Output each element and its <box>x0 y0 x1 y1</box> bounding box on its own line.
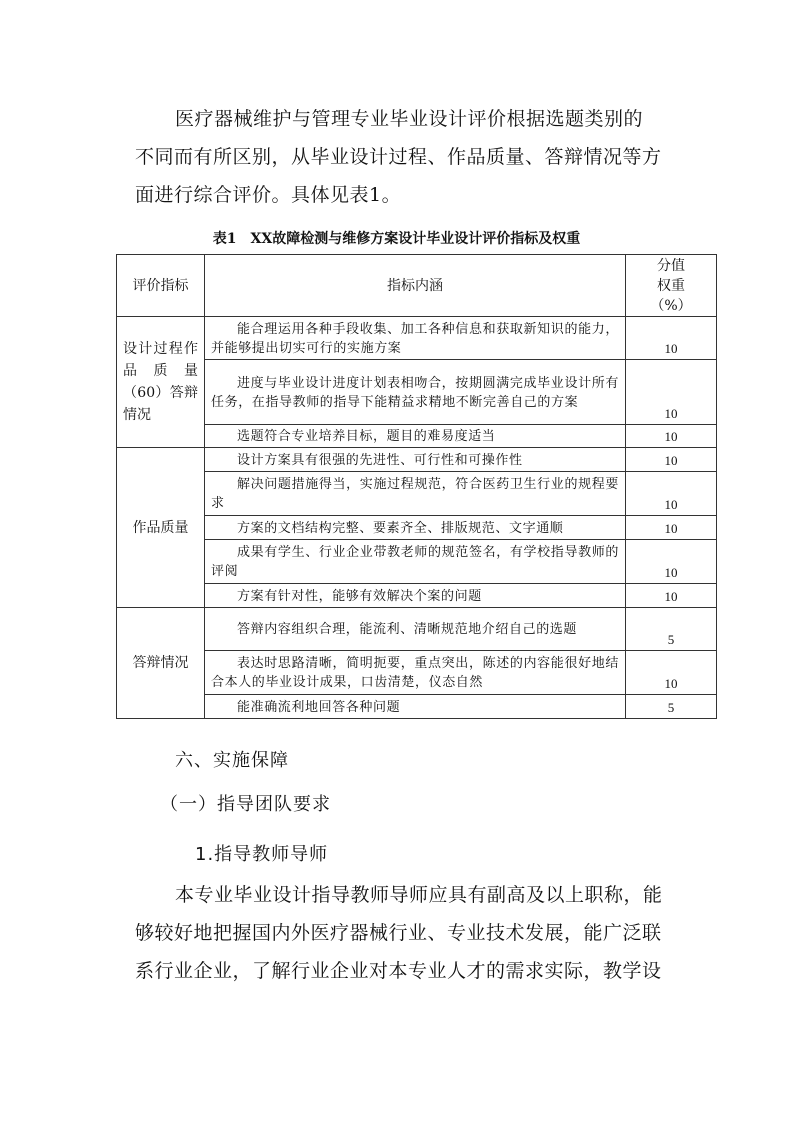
body-line-2: 够较好地把握国内外医疗器械行业、专业技术发展，能广泛联 <box>135 922 662 944</box>
row-content: 成果有学生、行业企业带教老师的规范签名，有学校指导教师的评阅 <box>205 540 626 584</box>
table-row <box>117 317 717 360</box>
row-content: 能合理运用各种手段收集、加工各种信息和获取新知识的能力，并能够提出切实可行的实施方案 <box>205 317 626 360</box>
row-content: 方案有针对性，能够有效解决个案的问题 <box>205 584 626 608</box>
header-indicator: 评价指标 <box>117 255 205 317</box>
row-content: 方案的文档结构完整、要素齐全、排版规范、文字通顺 <box>205 516 626 540</box>
table-row <box>117 651 717 695</box>
row-weight: 10 <box>626 448 717 472</box>
body-line-3: 系行业企业，了解行业企业对本专业人才的需求实际，教学设 <box>135 960 662 982</box>
header-weight-line-3: （%） <box>650 297 692 314</box>
category-cell-quality: 作品质量 <box>117 448 205 608</box>
table-row <box>117 472 717 516</box>
row-content: 答辩内容组织合理，能流利、清晰规范地介绍自己的选题 <box>205 608 626 651</box>
row-weight: 5 <box>626 695 717 719</box>
header-content: 指标内涵 <box>205 255 626 317</box>
row-content: 设计方案具有很强的先进性、可行性和可操作性 <box>205 448 626 472</box>
table-row <box>117 695 717 719</box>
table-title: 表1 XX故障检测与维修方案设计毕业设计评价指标及权重 <box>212 231 581 247</box>
table-row <box>117 584 717 608</box>
body-line-1: 本专业毕业设计指导教师导师应具有副高及以上职称，能 <box>175 884 663 906</box>
row-weight: 10 <box>626 516 717 540</box>
intro-line-3: 面进行综合评价。具体见表1。 <box>135 184 402 206</box>
table-header-row <box>117 255 717 317</box>
row-content: 表达时思路清晰，简明扼要，重点突出，陈述的内容能很好地结合本人的毕业设计成果，口齿清楚，仪态自然 <box>205 651 626 695</box>
row-weight: 10 <box>626 540 717 584</box>
row-weight: 10 <box>626 425 717 448</box>
table-row <box>117 360 717 425</box>
row-content: 选题符合专业培养目标，题目的难易度适当 <box>205 425 626 448</box>
section-heading-6: 六、实施保障 <box>175 750 289 771</box>
row-weight: 10 <box>626 472 717 516</box>
table-row <box>117 448 717 472</box>
intro-line-2: 不同而有所区别，从毕业设计过程、作品质量、答辩情况等方 <box>135 146 662 168</box>
table-row <box>117 516 717 540</box>
table-row <box>117 608 717 651</box>
subsection-heading-1: （一）指导团队要求 <box>160 794 331 815</box>
intro-line-1: 医疗器械维护与管理专业毕业设计评价根据选题类别的 <box>175 108 644 130</box>
header-weight-line-1: 分值 <box>657 257 685 274</box>
row-content: 解决问题措施得当，实施过程规范，符合医药卫生行业的规程要求 <box>205 472 626 516</box>
table-row <box>117 540 717 584</box>
table-row <box>117 425 717 448</box>
header-weight <box>626 255 717 317</box>
category-cell-defense: 答辩情况 <box>117 608 205 719</box>
category-cell-process: 设计过程作品质量（60）答辩情况 <box>117 317 205 448</box>
row-weight: 5 <box>626 608 717 651</box>
row-weight: 10 <box>626 584 717 608</box>
row-content: 进度与毕业设计进度计划表相吻合，按期圆满完成毕业设计所有任务，在指导教师的指导下能精益求精地不断完善自己的方案 <box>205 360 626 425</box>
header-weight-line-2: 权重 <box>657 277 685 294</box>
row-weight: 10 <box>626 317 717 360</box>
evaluation-table <box>116 254 717 719</box>
row-weight: 10 <box>626 651 717 695</box>
row-weight: 10 <box>626 360 717 425</box>
sub-subsection-heading-1: 1.指导教师导师 <box>195 844 329 865</box>
row-content: 能准确流利地回答各种问题 <box>205 695 626 719</box>
